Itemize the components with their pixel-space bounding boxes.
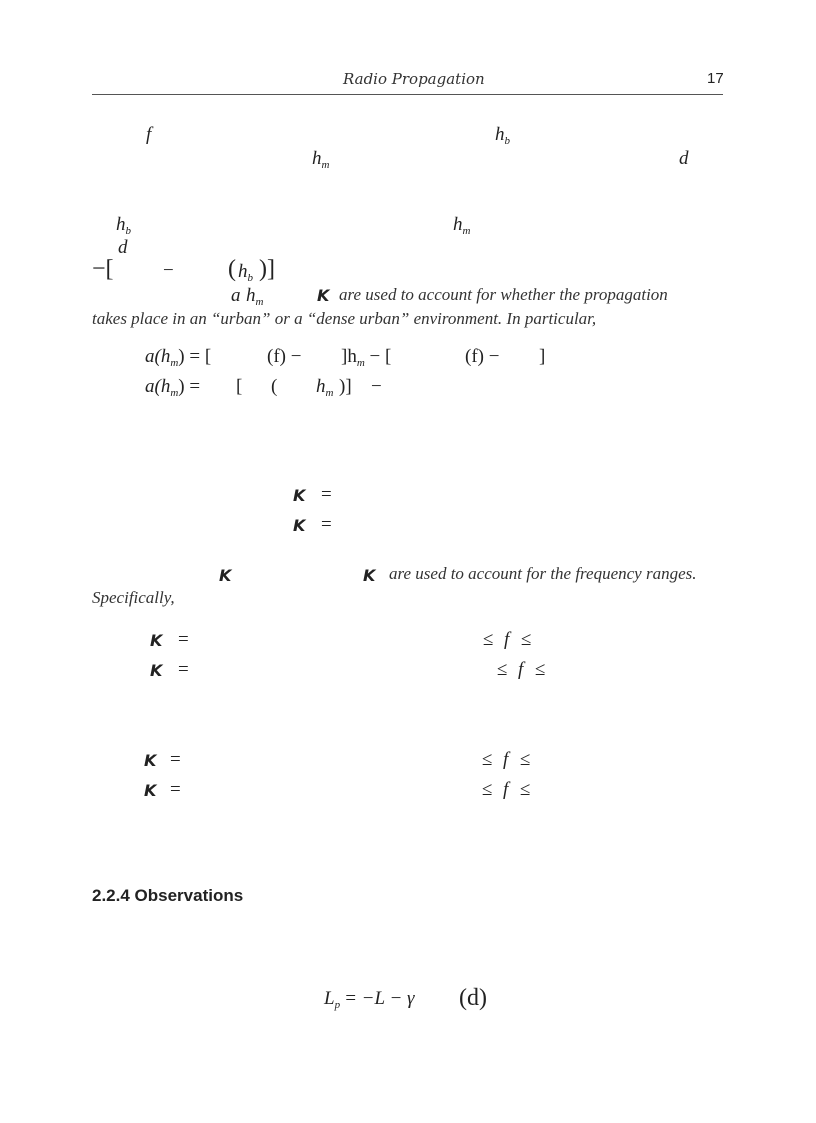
- var-a: a: [231, 285, 241, 306]
- range3-f: f: [503, 749, 509, 770]
- var-hm: $h_m$: [312, 148, 330, 171]
- range3-leq-a: ≤: [482, 749, 493, 770]
- urban-paragraph-line2: takes place in an “urban” or a “dense urban” environment. In particular,: [92, 309, 597, 328]
- k-dense-equals: =: [321, 514, 332, 535]
- eq2-paren: (: [271, 376, 278, 397]
- k-range-equals-1: =: [178, 629, 189, 650]
- freq-paragraph-line2: Specifically,: [92, 588, 175, 607]
- var-hb: $h_b$: [495, 124, 510, 147]
- equation-a-hm-urban: $a(h_m)$ = [: [145, 346, 212, 369]
- var-d-2: d: [118, 237, 128, 258]
- var-d: d: [679, 148, 689, 169]
- range1-leq-a: ≤: [483, 629, 494, 650]
- header-rule: [92, 94, 723, 95]
- range3-leq-b: ≤: [520, 749, 531, 770]
- log-hb-open: (: [228, 256, 236, 282]
- eq3-d: (d): [459, 985, 487, 1011]
- k-freq-icon-1: K: [219, 566, 232, 585]
- k-correction-icon: K: [317, 286, 330, 305]
- var-hm-3: $h_m$: [246, 285, 264, 308]
- eq1-close: ]: [539, 346, 546, 367]
- equation-a-hm-dense: $a(h_m)$ =: [145, 376, 201, 399]
- eq1-log-f-2: (f) −: [465, 346, 500, 367]
- urban-paragraph-line1: are used to account for whether the propagation: [339, 285, 668, 304]
- k-urban-equals: =: [321, 484, 332, 505]
- var-f: f: [146, 124, 152, 145]
- k-range-equals-2: =: [178, 659, 189, 680]
- k-range-icon-2: K: [150, 661, 163, 680]
- freq-paragraph-line1: are used to account for the frequency ranges.: [389, 564, 697, 583]
- k-range-icon-4: K: [144, 781, 157, 800]
- eq1-log-f: (f) −: [267, 346, 302, 367]
- log-hb-close: )]: [259, 256, 275, 282]
- range2-leq-a: ≤: [497, 659, 508, 680]
- eq2-hm: $h_m$: [316, 376, 334, 399]
- range1-leq-b: ≤: [521, 629, 532, 650]
- k-range-equals-3: =: [170, 749, 181, 770]
- range2-f: f: [518, 659, 524, 680]
- var-hm-2: $h_m$: [453, 214, 471, 237]
- k-range-icon-1: K: [150, 631, 163, 650]
- page-number: 17: [707, 70, 724, 87]
- k-range-icon-3: K: [144, 751, 157, 770]
- eq2-minus: −: [371, 376, 382, 397]
- k-urban-icon: K: [293, 486, 306, 505]
- eq2-close: )]: [339, 376, 352, 397]
- eq1-mid: ]$h_m$ − [: [341, 346, 392, 369]
- minus-sign: −: [163, 260, 174, 281]
- k-range-equals-4: =: [170, 779, 181, 800]
- log-hb-var: $h_b$: [238, 261, 253, 284]
- k-dense-icon: K: [293, 516, 306, 535]
- range4-f: f: [503, 779, 509, 800]
- range1-f: f: [504, 629, 510, 650]
- section-heading: 2.2.4 Observations: [92, 886, 244, 905]
- equation-path-loss: $L_p = -L - \gamma$: [324, 988, 415, 1011]
- range2-leq-b: ≤: [535, 659, 546, 680]
- minus-bracket: −[: [92, 256, 114, 282]
- running-title: Radio Propagation: [343, 70, 485, 88]
- k-freq-icon-2: K: [363, 566, 376, 585]
- range4-leq-b: ≤: [520, 779, 531, 800]
- range4-leq-a: ≤: [482, 779, 493, 800]
- eq2-bracket: [: [236, 376, 243, 397]
- var-hb-2: $h_b$: [116, 214, 131, 237]
